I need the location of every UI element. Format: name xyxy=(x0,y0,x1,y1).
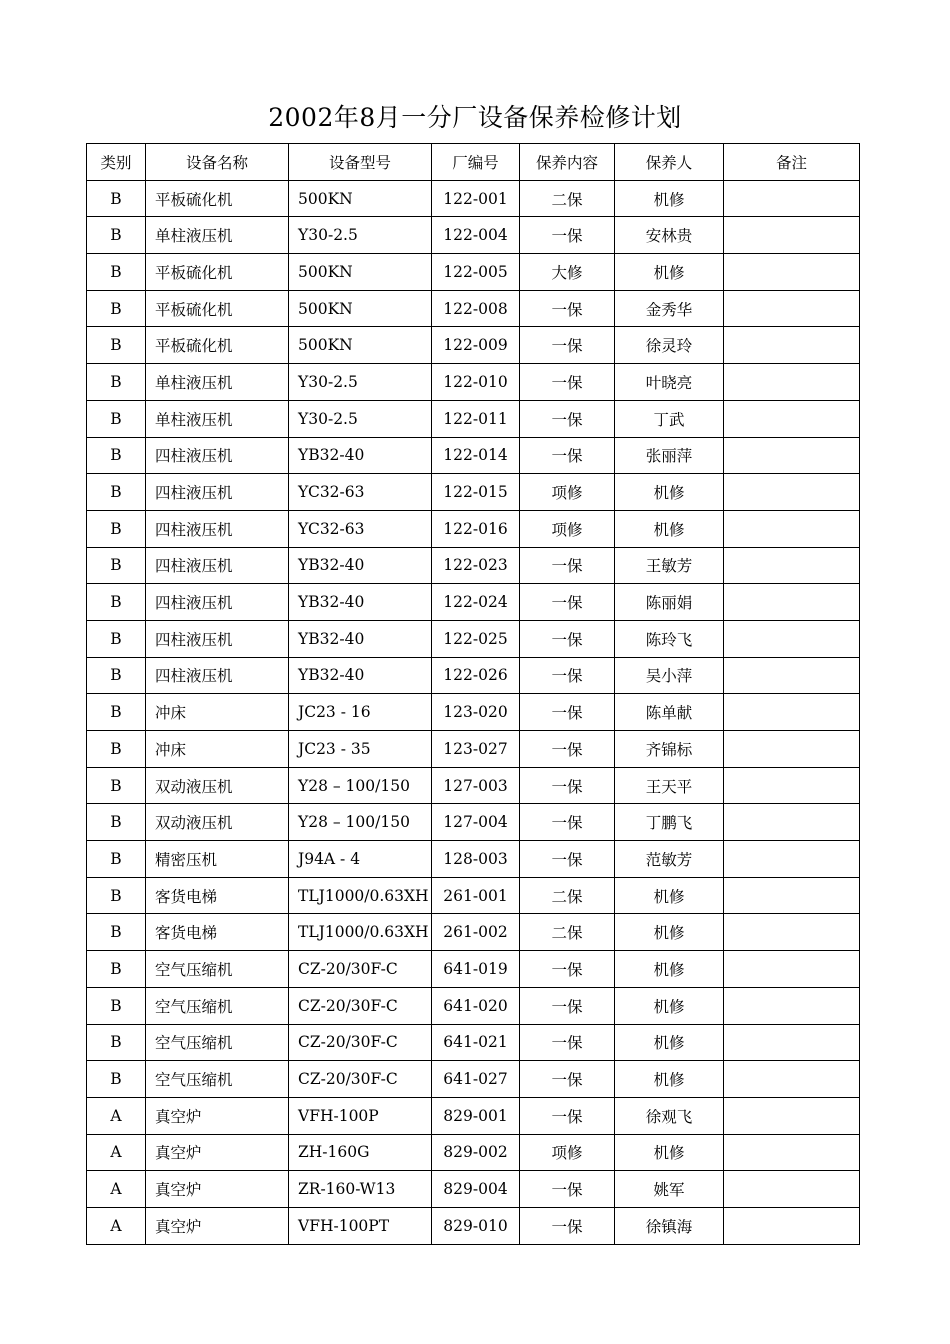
table-row xyxy=(87,1171,860,1208)
remarks-cell xyxy=(724,620,860,657)
factory-number-cell: 122-016 xyxy=(432,510,520,547)
equipment-model-cell: YB32-40 xyxy=(289,584,432,621)
maintenance-type-cell: 一保 xyxy=(520,327,615,364)
remarks-cell xyxy=(724,584,860,621)
factory-number-cell: 122-010 xyxy=(432,364,520,401)
category-cell: B xyxy=(87,584,146,621)
maintenance-type-cell: 二保 xyxy=(520,877,615,914)
table-row xyxy=(87,1207,860,1244)
equipment-name-cell: 真空炉 xyxy=(146,1207,289,1244)
equipment-name-cell: 单柱液压机 xyxy=(146,364,289,401)
factory-number-cell: 122-008 xyxy=(432,290,520,327)
table-row xyxy=(87,694,860,731)
factory-number-cell: 829-004 xyxy=(432,1171,520,1208)
remarks-cell xyxy=(724,841,860,878)
equipment-model-cell: 500KN xyxy=(289,290,432,327)
equipment-model-cell: Y30-2.5 xyxy=(289,364,432,401)
table-row xyxy=(87,327,860,364)
equipment-name-cell: 四柱液压机 xyxy=(146,657,289,694)
maintenance-type-cell: 二保 xyxy=(520,914,615,951)
factory-number-cell: 641-021 xyxy=(432,1024,520,1061)
equipment-model-cell: VFH-100PT xyxy=(289,1207,432,1244)
maintainer-cell: 机修 xyxy=(615,1134,724,1171)
category-cell: B xyxy=(87,841,146,878)
remarks-cell xyxy=(724,290,860,327)
category-cell: B xyxy=(87,547,146,584)
factory-number-cell: 127-004 xyxy=(432,804,520,841)
maintainer-cell: 陈单献 xyxy=(615,694,724,731)
equipment-model-cell: CZ-20/30F-C xyxy=(289,1061,432,1098)
equipment-model-cell: JC23 - 35 xyxy=(289,731,432,768)
table-row xyxy=(87,547,860,584)
header-remarks: 备注 xyxy=(724,144,860,181)
equipment-name-cell: 空气压缩机 xyxy=(146,951,289,988)
maintainer-cell: 机修 xyxy=(615,951,724,988)
category-cell: B xyxy=(87,327,146,364)
maintainer-cell: 机修 xyxy=(615,254,724,291)
table-row xyxy=(87,657,860,694)
maintenance-type-cell: 项修 xyxy=(520,1134,615,1171)
equipment-model-cell: 500KN xyxy=(289,180,432,217)
category-cell: B xyxy=(87,804,146,841)
table-row xyxy=(87,254,860,291)
page-title: 2002年8月一分厂设备保养检修计划 xyxy=(268,103,682,132)
equipment-name-cell: 精密压机 xyxy=(146,841,289,878)
factory-number-cell: 127-003 xyxy=(432,767,520,804)
maintainer-cell: 机修 xyxy=(615,474,724,511)
maintenance-type-cell: 一保 xyxy=(520,364,615,401)
maintenance-type-cell: 一保 xyxy=(520,290,615,327)
equipment-model-cell: YB32-40 xyxy=(289,620,432,657)
remarks-cell xyxy=(724,217,860,254)
category-cell: B xyxy=(87,694,146,731)
equipment-model-cell: Y28 – 100/150 xyxy=(289,767,432,804)
table-row xyxy=(87,510,860,547)
remarks-cell xyxy=(724,547,860,584)
table-row xyxy=(87,180,860,217)
category-cell: B xyxy=(87,987,146,1024)
equipment-name-cell: 真空炉 xyxy=(146,1171,289,1208)
factory-number-cell: 122-001 xyxy=(432,180,520,217)
remarks-cell xyxy=(724,364,860,401)
equipment-name-cell: 双动液压机 xyxy=(146,804,289,841)
equipment-name-cell: 双动液压机 xyxy=(146,767,289,804)
factory-number-cell: 122-024 xyxy=(432,584,520,621)
equipment-name-cell: 空气压缩机 xyxy=(146,1024,289,1061)
equipment-model-cell: Y30-2.5 xyxy=(289,400,432,437)
factory-number-cell: 122-005 xyxy=(432,254,520,291)
table-row xyxy=(87,914,860,951)
maintenance-type-cell: 一保 xyxy=(520,987,615,1024)
category-cell: A xyxy=(87,1207,146,1244)
header-category: 类别 xyxy=(87,144,146,181)
maintainer-cell: 叶晓亮 xyxy=(615,364,724,401)
maintainer-cell: 陈玲飞 xyxy=(615,620,724,657)
factory-number-cell: 122-026 xyxy=(432,657,520,694)
table-row xyxy=(87,1061,860,1098)
equipment-name-cell: 冲床 xyxy=(146,731,289,768)
category-cell: B xyxy=(87,180,146,217)
maintainer-cell: 安林贵 xyxy=(615,217,724,254)
remarks-cell xyxy=(724,951,860,988)
maintenance-type-cell: 一保 xyxy=(520,1024,615,1061)
table-row xyxy=(87,841,860,878)
maintenance-type-cell: 项修 xyxy=(520,474,615,511)
factory-number-cell: 123-020 xyxy=(432,694,520,731)
maintenance-type-cell: 一保 xyxy=(520,1207,615,1244)
table-row xyxy=(87,767,860,804)
equipment-model-cell: TLJ1000/0.63XH xyxy=(289,877,432,914)
category-cell: B xyxy=(87,951,146,988)
equipment-model-cell: ZH-160G xyxy=(289,1134,432,1171)
equipment-name-cell: 平板硫化机 xyxy=(146,327,289,364)
factory-number-cell: 123-027 xyxy=(432,731,520,768)
maintainer-cell: 陈丽娟 xyxy=(615,584,724,621)
category-cell: B xyxy=(87,1024,146,1061)
equipment-model-cell: VFH-100P xyxy=(289,1097,432,1134)
table-row xyxy=(87,877,860,914)
table-row xyxy=(87,217,860,254)
table-row xyxy=(87,474,860,511)
category-cell: B xyxy=(87,364,146,401)
equipment-model-cell: CZ-20/30F-C xyxy=(289,1024,432,1061)
category-cell: B xyxy=(87,731,146,768)
maintenance-type-cell: 项修 xyxy=(520,510,615,547)
maintenance-type-cell: 一保 xyxy=(520,767,615,804)
factory-number-cell: 122-004 xyxy=(432,217,520,254)
maintenance-type-cell: 一保 xyxy=(520,584,615,621)
factory-number-cell: 829-010 xyxy=(432,1207,520,1244)
equipment-name-cell: 四柱液压机 xyxy=(146,510,289,547)
table-row xyxy=(87,620,860,657)
factory-number-cell: 829-001 xyxy=(432,1097,520,1134)
factory-number-cell: 122-023 xyxy=(432,547,520,584)
equipment-name-cell: 四柱液压机 xyxy=(146,437,289,474)
equipment-model-cell: YC32-63 xyxy=(289,474,432,511)
remarks-cell xyxy=(724,694,860,731)
equipment-name-cell: 单柱液压机 xyxy=(146,400,289,437)
maintainer-cell: 机修 xyxy=(615,510,724,547)
maintenance-type-cell: 一保 xyxy=(520,547,615,584)
table-body xyxy=(87,180,860,1244)
category-cell: B xyxy=(87,657,146,694)
table-row xyxy=(87,1024,860,1061)
maintenance-type-cell: 一保 xyxy=(520,437,615,474)
category-cell: B xyxy=(87,474,146,511)
equipment-name-cell: 四柱液压机 xyxy=(146,584,289,621)
category-cell: B xyxy=(87,914,146,951)
maintenance-type-cell: 一保 xyxy=(520,620,615,657)
equipment-model-cell: Y28 – 100/150 xyxy=(289,804,432,841)
equipment-name-cell: 客货电梯 xyxy=(146,914,289,951)
factory-number-cell: 122-009 xyxy=(432,327,520,364)
maintainer-cell: 机修 xyxy=(615,1061,724,1098)
remarks-cell xyxy=(724,1171,860,1208)
factory-number-cell: 641-019 xyxy=(432,951,520,988)
maintainer-cell: 姚军 xyxy=(615,1171,724,1208)
maintainer-cell: 机修 xyxy=(615,180,724,217)
remarks-cell xyxy=(724,327,860,364)
category-cell: A xyxy=(87,1097,146,1134)
equipment-model-cell: YB32-40 xyxy=(289,657,432,694)
equipment-model-cell: YB32-40 xyxy=(289,547,432,584)
maintenance-type-cell: 一保 xyxy=(520,841,615,878)
remarks-cell xyxy=(724,474,860,511)
category-cell: A xyxy=(87,1134,146,1171)
remarks-cell xyxy=(724,400,860,437)
header-maintainer: 保养人 xyxy=(615,144,724,181)
equipment-name-cell: 四柱液压机 xyxy=(146,547,289,584)
maintenance-type-cell: 大修 xyxy=(520,254,615,291)
maintenance-type-cell: 一保 xyxy=(520,400,615,437)
factory-number-cell: 122-015 xyxy=(432,474,520,511)
factory-number-cell: 261-002 xyxy=(432,914,520,951)
factory-number-cell: 122-011 xyxy=(432,400,520,437)
category-cell: B xyxy=(87,1061,146,1098)
maintenance-type-cell: 一保 xyxy=(520,1097,615,1134)
equipment-name-cell: 空气压缩机 xyxy=(146,987,289,1024)
equipment-name-cell: 单柱液压机 xyxy=(146,217,289,254)
equipment-name-cell: 四柱液压机 xyxy=(146,620,289,657)
table-row xyxy=(87,584,860,621)
category-cell: B xyxy=(87,437,146,474)
maintenance-type-cell: 一保 xyxy=(520,804,615,841)
factory-number-cell: 641-020 xyxy=(432,987,520,1024)
category-cell: B xyxy=(87,510,146,547)
table-header-row xyxy=(87,144,860,181)
equipment-name-cell: 平板硫化机 xyxy=(146,290,289,327)
factory-number-cell: 122-014 xyxy=(432,437,520,474)
equipment-name-cell: 真空炉 xyxy=(146,1097,289,1134)
equipment-model-cell: Y30-2.5 xyxy=(289,217,432,254)
equipment-name-cell: 客货电梯 xyxy=(146,877,289,914)
equipment-name-cell: 平板硫化机 xyxy=(146,180,289,217)
equipment-name-cell: 四柱液压机 xyxy=(146,474,289,511)
factory-number-cell: 128-003 xyxy=(432,841,520,878)
table-row xyxy=(87,290,860,327)
remarks-cell xyxy=(724,731,860,768)
table-row xyxy=(87,987,860,1024)
table-row xyxy=(87,951,860,988)
maintainer-cell: 机修 xyxy=(615,877,724,914)
maintenance-plan-table xyxy=(86,143,860,1245)
equipment-model-cell: ZR-160-W13 xyxy=(289,1171,432,1208)
factory-number-cell: 122-025 xyxy=(432,620,520,657)
equipment-model-cell: JC23 - 16 xyxy=(289,694,432,731)
maintainer-cell: 吴小萍 xyxy=(615,657,724,694)
remarks-cell xyxy=(724,767,860,804)
category-cell: A xyxy=(87,1171,146,1208)
table-row xyxy=(87,1097,860,1134)
equipment-model-cell: 500KN xyxy=(289,254,432,291)
remarks-cell xyxy=(724,180,860,217)
remarks-cell xyxy=(724,877,860,914)
equipment-name-cell: 空气压缩机 xyxy=(146,1061,289,1098)
remarks-cell xyxy=(724,1024,860,1061)
equipment-model-cell: 500KN xyxy=(289,327,432,364)
equipment-model-cell: YB32-40 xyxy=(289,437,432,474)
remarks-cell xyxy=(724,804,860,841)
category-cell: B xyxy=(87,254,146,291)
table-row xyxy=(87,804,860,841)
factory-number-cell: 829-002 xyxy=(432,1134,520,1171)
maintainer-cell: 徐灵玲 xyxy=(615,327,724,364)
equipment-model-cell: TLJ1000/0.63XH xyxy=(289,914,432,951)
maintainer-cell: 张丽萍 xyxy=(615,437,724,474)
remarks-cell xyxy=(724,1097,860,1134)
category-cell: B xyxy=(87,877,146,914)
maintainer-cell: 徐镇海 xyxy=(615,1207,724,1244)
maintenance-type-cell: 一保 xyxy=(520,657,615,694)
maintenance-type-cell: 一保 xyxy=(520,731,615,768)
maintainer-cell: 范敏芳 xyxy=(615,841,724,878)
equipment-name-cell: 真空炉 xyxy=(146,1134,289,1171)
remarks-cell xyxy=(724,987,860,1024)
header-equipment-model: 设备型号 xyxy=(289,144,432,181)
table-row xyxy=(87,1134,860,1171)
remarks-cell xyxy=(724,254,860,291)
maintainer-cell: 机修 xyxy=(615,987,724,1024)
factory-number-cell: 261-001 xyxy=(432,877,520,914)
table-row xyxy=(87,731,860,768)
header-factory-number: 厂编号 xyxy=(432,144,520,181)
remarks-cell xyxy=(724,1061,860,1098)
remarks-cell xyxy=(724,657,860,694)
maintainer-cell: 王敏芳 xyxy=(615,547,724,584)
maintenance-type-cell: 一保 xyxy=(520,217,615,254)
maintainer-cell: 机修 xyxy=(615,1024,724,1061)
maintainer-cell: 徐观飞 xyxy=(615,1097,724,1134)
maintenance-type-cell: 一保 xyxy=(520,694,615,731)
header-equipment-name: 设备名称 xyxy=(146,144,289,181)
maintainer-cell: 齐锦标 xyxy=(615,731,724,768)
table-row xyxy=(87,364,860,401)
maintainer-cell: 丁鹏飞 xyxy=(615,804,724,841)
equipment-model-cell: J94A - 4 xyxy=(289,841,432,878)
maintenance-type-cell: 一保 xyxy=(520,1061,615,1098)
table-row xyxy=(87,400,860,437)
remarks-cell xyxy=(724,437,860,474)
header-maintenance-type: 保养内容 xyxy=(520,144,615,181)
category-cell: B xyxy=(87,290,146,327)
category-cell: B xyxy=(87,620,146,657)
maintainer-cell: 机修 xyxy=(615,914,724,951)
maintenance-type-cell: 一保 xyxy=(520,1171,615,1208)
equipment-name-cell: 冲床 xyxy=(146,694,289,731)
maintainer-cell: 金秀华 xyxy=(615,290,724,327)
equipment-model-cell: CZ-20/30F-C xyxy=(289,987,432,1024)
category-cell: B xyxy=(87,217,146,254)
category-cell: B xyxy=(87,400,146,437)
equipment-model-cell: YC32-63 xyxy=(289,510,432,547)
maintainer-cell: 王天平 xyxy=(615,767,724,804)
remarks-cell xyxy=(724,1207,860,1244)
maintenance-type-cell: 二保 xyxy=(520,180,615,217)
factory-number-cell: 641-027 xyxy=(432,1061,520,1098)
remarks-cell xyxy=(724,1134,860,1171)
maintenance-type-cell: 一保 xyxy=(520,951,615,988)
equipment-name-cell: 平板硫化机 xyxy=(146,254,289,291)
table-row xyxy=(87,437,860,474)
remarks-cell xyxy=(724,510,860,547)
remarks-cell xyxy=(724,914,860,951)
maintainer-cell: 丁武 xyxy=(615,400,724,437)
equipment-model-cell: CZ-20/30F-C xyxy=(289,951,432,988)
category-cell: B xyxy=(87,767,146,804)
